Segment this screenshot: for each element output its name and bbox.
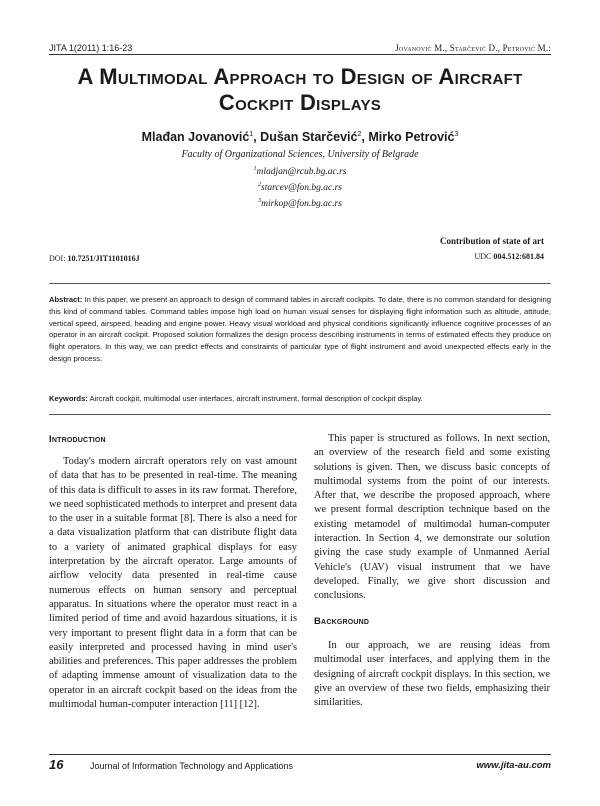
author-name: Mirko Petrović [368, 130, 455, 144]
author-list [40, 130, 560, 144]
paper-title [40, 64, 560, 116]
author-sup: 1 [249, 130, 254, 138]
email-address[interactable]: mladjan@rcub.bg.ac.rs [256, 167, 347, 178]
author-email[interactable] [40, 182, 560, 193]
running-header-right: Jovanović M., Starčević D., Petrović M.: [395, 43, 551, 53]
structure-paragraph [314, 432, 550, 604]
abstract-text: In this paper, we present an approach to design of command tables in aircraft cockpits. To date, there is no common standard for designing this kind of command tables. Command tables impose high load on human visual senses for displaying flight information such as altitude, attitude, vertical speed, airspeed, heading and engine power. Heavy visual workload and physical conditions significantly influence cognitive processes of an operator in an aircraft cockpit. Proposed solution formalizes the design process describing instruments in terms of estimated effects they produce on flight operators. In this way, we can predict effects and constraints of particular type of flight instrument and avoid unexpected effects early in the design process. [49, 295, 551, 363]
doi-value[interactable]: 10.7251/JIT1101016J [67, 254, 140, 263]
footer-rule [49, 754, 551, 755]
title-line-2: Cockpit Displays [218, 90, 382, 115]
author-name: Dušan Starčević [260, 130, 358, 144]
intro-text: Today's modern aircraft operators rely on vast amount of data that has to be presented in real-time. The meaning of this data is difficult to asses in its raw format. Therefore, we need sophisticated methods to interpret and present data to the user in a suitable format [8]. There is also a need for a data visualization platform that can distribute flight data to a variety of animated graphical displays for easy interpretation by the aircraft operator. Large amounts of airflow velocity data presented in real-time cause numerous effects on human sensory and perceptual apparatus. In situations where the operator must react in a limited period of time and avoid hazardous situations, it is very important to present flight data in a form that can be easily interpreted and processed having in mind user's abilities and preferences. This paper addresses the problem of adapting immense amount of visualization data to the operator in an aircraft cockpit based on the ideas from the multimodal human-computer interaction [11] [12]. [49, 456, 297, 711]
page-number: 16 [49, 757, 64, 772]
structure-text: This paper is structured as follows. In next section, an overview of the research field and some existing solutions is given. Then, we discuss basic concepts of multimodal systems from the point of our interests. After that, we describe the proposed approach, where we present formal description technique based on the existing metamodel of multimodal human-computer interaction. In Section 4, we demonstrate our solution giving the case study example of Unmanned Aerial Vehicle's (UAV) visual instrument that we have developed. Finally, we give short discussion and conclusions. [314, 433, 550, 602]
abstract-bottom-rule [49, 414, 551, 415]
abstract-label: Abstract: [49, 295, 83, 304]
doi[interactable] [49, 254, 140, 263]
journal-website-link[interactable]: www.jita-au.com [476, 760, 551, 771]
header-rule [49, 54, 551, 55]
author-separator: , [253, 130, 261, 144]
author-sup: 3 [454, 130, 459, 138]
author-sup: 2 [357, 130, 362, 138]
udc-value: 004.512:681.84 [493, 252, 544, 261]
author-separator: , [361, 130, 369, 144]
journal-name: Journal of Information Technology and Applications [90, 761, 293, 771]
abstract-top-rule [49, 283, 551, 284]
email-sup: 3 [258, 198, 262, 204]
abstract [49, 294, 551, 365]
author-email[interactable] [40, 198, 560, 209]
keywords [49, 393, 551, 404]
background-paragraph [314, 639, 550, 710]
keywords-text: Aircraft cockpit, multimodal user interfaces, aircraft instrument, formal description of cockpit display. [89, 394, 423, 403]
section-heading-introduction: Introduction [49, 434, 106, 445]
email-address[interactable]: starcev@fon.bg.ac.rs [261, 183, 342, 194]
title-line-1: A Multimodal Approach to Design of Aircraft [77, 64, 523, 89]
keywords-label: Keywords: [49, 394, 88, 403]
udc [474, 252, 544, 261]
doi-label: DOI: [49, 254, 66, 263]
email-sup: 1 [253, 166, 257, 172]
email-sup: 2 [258, 182, 262, 188]
author-email[interactable] [40, 166, 560, 177]
running-header-left: JITA 1(2011) 1:16-23 [49, 43, 133, 53]
background-text: In our approach, we are reusing ideas from multimodal user interfaces, and applying them in the designing of aircraft cockpit displays. In this section, we give an overview of these two fields, emphasizing their similarities. [314, 640, 550, 709]
affiliation: Faculty of Organizational Sciences, University of Belgrade [181, 149, 419, 160]
email-address[interactable]: mirkop@fon.bg.ac.rs [261, 199, 342, 210]
section-heading-background: Background [314, 616, 370, 627]
author-name: Mlađan Jovanović [141, 130, 250, 144]
contribution-type: Contribution of state of art [440, 236, 544, 246]
introduction-paragraph [49, 455, 297, 712]
udc-label: UDC [474, 252, 492, 261]
